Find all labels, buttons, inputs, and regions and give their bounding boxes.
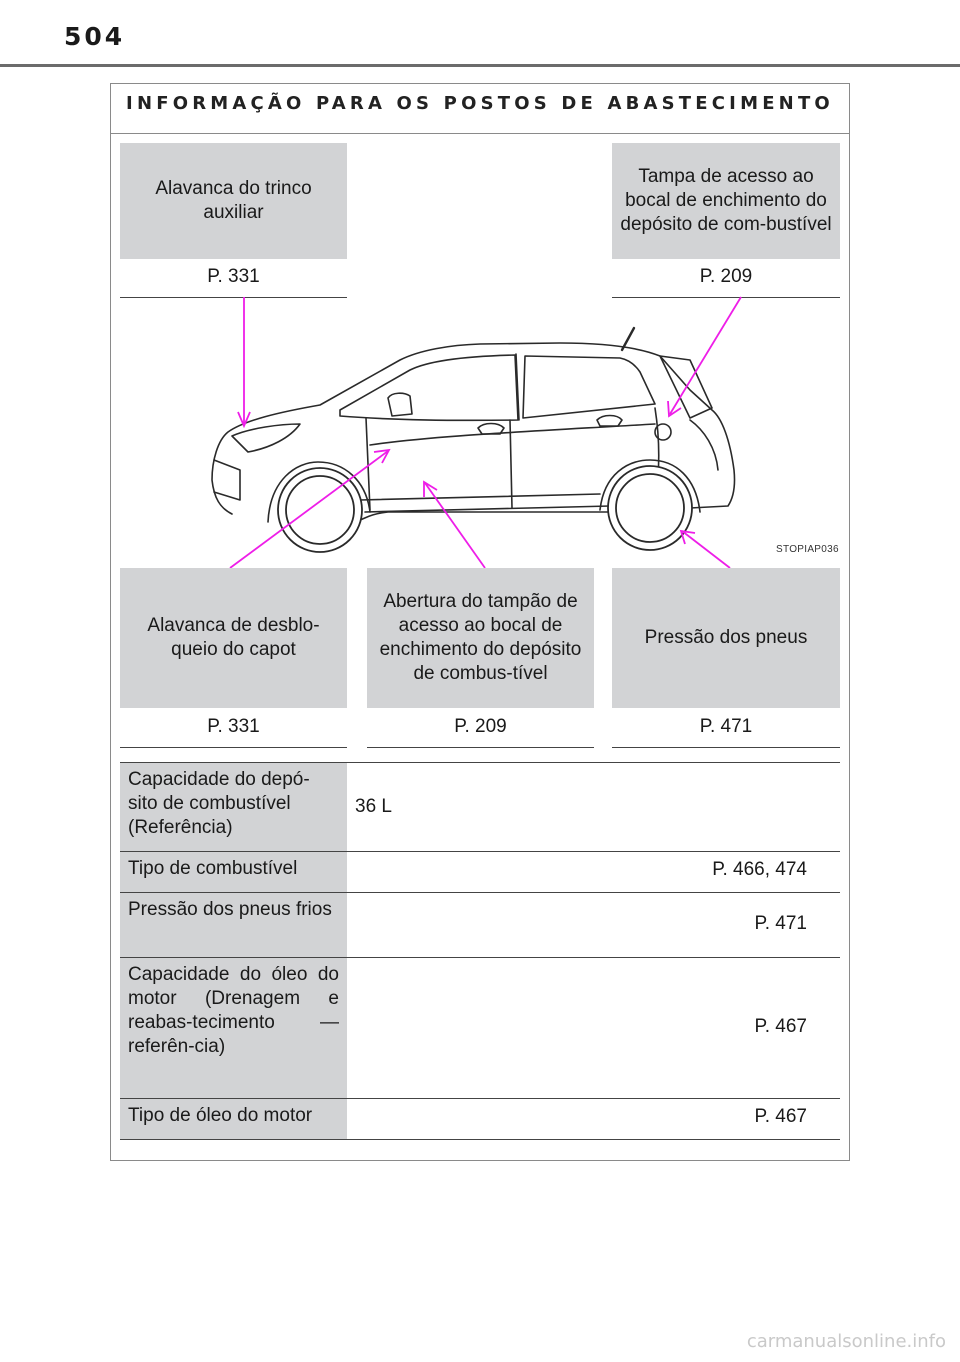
callout-page-ref[interactable]: P. 331 [207,716,260,737]
callout-label: Alavanca do trinco auxiliar [155,178,312,223]
table-row-value[interactable]: P. 466, 474 [712,859,807,880]
callout-page-ref[interactable]: P. 209 [454,716,507,737]
divider [120,747,347,748]
table-row-label: Pressão dos pneus frios [120,893,347,957]
table-row-value[interactable]: P. 467 [754,1016,807,1037]
table-row-label: Tipo de óleo do motor [120,1099,347,1139]
table-bottom-border [120,1139,840,1140]
figure-code: STOPIAP036 [776,544,839,555]
callout-page-ref[interactable]: P. 331 [207,266,260,287]
callout-label: Abertura do tampão de acesso ao bocal de enchimento do depósito de combus-tível [379,591,582,684]
section-title: INFORMAÇÃO PARA OS POSTOS DE ABASTECIMENTO [111,84,849,134]
callout-label: Alavanca de desblo-queio do capot [147,615,320,660]
divider [367,747,594,748]
table-row-value: 36 L [355,796,392,817]
callout-label: Tampa de acesso ao bocal de enchimento do depósito de com-bustível [620,166,832,235]
page-number: 504 [64,22,126,51]
callout-box-fuel-opener [367,568,594,708]
table-row-label: Tipo de combustível [120,852,347,892]
table-row-label: Capacidade do depó-sito de combustível (Referência) [120,763,347,851]
callout-label: Pressão dos pneus [644,627,808,648]
table-row-label: Capacidade do óleo do motor (Drenagem e reabas-tecimento — referên-cia) [120,958,347,1098]
table-row-value[interactable]: P. 471 [754,913,807,934]
watermark: carmanualsonline.info [746,1331,946,1352]
table-row-value[interactable]: P. 467 [754,1106,807,1127]
callout-page-ref[interactable]: P. 471 [699,716,753,737]
divider [612,747,840,748]
callout-box-tire-pressure [612,568,840,708]
callout-box-hood-release [120,568,347,708]
callout-page-ref[interactable]: P. 209 [699,266,753,287]
